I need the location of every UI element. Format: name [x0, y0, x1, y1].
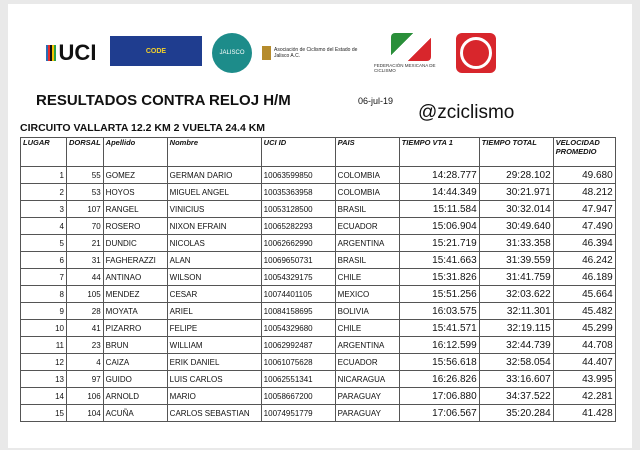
cell-nombre: NIXON EFRAIN [167, 218, 261, 235]
table-row [21, 337, 616, 354]
event-date: 06-jul-19 [358, 96, 394, 106]
cell-tiempo-vta1: 17:06.880 [399, 388, 479, 405]
results-sheet [8, 4, 632, 448]
cell-dorsal: 97 [67, 371, 104, 388]
cell-tiempo-total: 30:49.640 [479, 218, 553, 235]
cell-dorsal: 107 [67, 201, 104, 218]
cell-uci-id: 10054329175 [261, 269, 335, 286]
table-row [21, 303, 616, 320]
cell-velocidad: 47.947 [553, 201, 615, 218]
cell-lugar: 10 [21, 320, 67, 337]
cell-velocidad: 48.212 [553, 184, 615, 201]
cell-uci-id: 10054329680 [261, 320, 335, 337]
table-row [21, 320, 616, 337]
cell-uci-id: 10074951779 [261, 405, 335, 422]
cell-tiempo-total: 32:03.622 [479, 286, 553, 303]
cell-dorsal: 106 [67, 388, 104, 405]
cell-tiempo-total: 32:58.054 [479, 354, 553, 371]
table-row [21, 201, 616, 218]
cell-pais: ECUADOR [335, 218, 399, 235]
cell-tiempo-vta1: 15:31.826 [399, 269, 479, 286]
cell-dorsal: 70 [67, 218, 104, 235]
cell-uci-id: 10063599850 [261, 167, 335, 184]
cell-tiempo-vta1: 15:51.256 [399, 286, 479, 303]
cell-velocidad: 44.708 [553, 337, 615, 354]
cell-lugar: 9 [21, 303, 67, 320]
cell-nombre: MIGUEL ANGEL [167, 184, 261, 201]
cell-tiempo-total: 34:37.522 [479, 388, 553, 405]
cell-lugar: 3 [21, 201, 67, 218]
col-header: VELOCIDAD PROMEDIO [553, 138, 615, 167]
cell-tiempo-vta1: 15:06.904 [399, 218, 479, 235]
cell-tiempo-total: 31:33.358 [479, 235, 553, 252]
cell-apellido: DUNDIC [103, 235, 167, 252]
cell-lugar: 12 [21, 354, 67, 371]
cell-velocidad: 47.490 [553, 218, 615, 235]
cell-tiempo-vta1: 15:41.663 [399, 252, 479, 269]
cell-tiempo-vta1: 15:41.571 [399, 320, 479, 337]
cell-velocidad: 45.664 [553, 286, 615, 303]
fmc-emblem-icon [391, 33, 431, 61]
cell-uci-id: 10058667200 [261, 388, 335, 405]
cell-nombre: FELIPE [167, 320, 261, 337]
cell-tiempo-total: 33:16.607 [479, 371, 553, 388]
cell-nombre: WILSON [167, 269, 261, 286]
cell-lugar: 7 [21, 269, 67, 286]
cell-nombre: GERMAN DARIO [167, 167, 261, 184]
cell-velocidad: 45.482 [553, 303, 615, 320]
cell-nombre: CESAR [167, 286, 261, 303]
cell-apellido: ARNOLD [103, 388, 167, 405]
code-logo: CODE [110, 36, 202, 66]
cell-tiempo-vta1: 16:03.575 [399, 303, 479, 320]
cell-uci-id: 10069650731 [261, 252, 335, 269]
cell-lugar: 15 [21, 405, 67, 422]
cell-dorsal: 21 [67, 235, 104, 252]
table-row [21, 252, 616, 269]
header-row [21, 138, 616, 167]
cell-pais: ARGENTINA [335, 337, 399, 354]
cell-pais: COLOMBIA [335, 167, 399, 184]
cell-lugar: 6 [21, 252, 67, 269]
cell-nombre: ERIK DANIEL [167, 354, 261, 371]
cell-tiempo-vta1: 14:44.349 [399, 184, 479, 201]
cell-dorsal: 28 [67, 303, 104, 320]
cell-uci-id: 10065282293 [261, 218, 335, 235]
table-row [21, 354, 616, 371]
cell-dorsal: 53 [67, 184, 104, 201]
shield-icon [262, 46, 271, 60]
cell-velocidad: 46.242 [553, 252, 615, 269]
cell-apellido: GOMEZ [103, 167, 167, 184]
cell-dorsal: 44 [67, 269, 104, 286]
cell-tiempo-total: 31:39.559 [479, 252, 553, 269]
table-row [21, 371, 616, 388]
cell-apellido: MENDEZ [103, 286, 167, 303]
cell-lugar: 2 [21, 184, 67, 201]
cell-nombre: CARLOS SEBASTIAN [167, 405, 261, 422]
table-row [21, 405, 616, 422]
cell-uci-id: 10062662990 [261, 235, 335, 252]
circuit-subtitle: CIRCUITO VALLARTA 12.2 KM 2 VUELTA 24.4 KM [20, 122, 266, 134]
cell-uci-id: 10062551341 [261, 371, 335, 388]
cell-apellido: RANGEL [103, 201, 167, 218]
cell-tiempo-total: 31:41.759 [479, 269, 553, 286]
uci-logo: UCI [36, 30, 106, 76]
cell-uci-id: 10061075628 [261, 354, 335, 371]
col-header: UCI ID [261, 138, 335, 167]
cell-pais: PARAGUAY [335, 388, 399, 405]
cell-apellido: FAGHERAZZI [103, 252, 167, 269]
cell-tiempo-vta1: 16:26.826 [399, 371, 479, 388]
cell-pais: BOLIVIA [335, 303, 399, 320]
cell-pais: ECUADOR [335, 354, 399, 371]
cell-dorsal: 55 [67, 167, 104, 184]
sponsor-logos [36, 30, 556, 78]
cell-velocidad: 45.299 [553, 320, 615, 337]
cell-tiempo-vta1: 15:21.719 [399, 235, 479, 252]
cell-tiempo-vta1: 17:06.567 [399, 405, 479, 422]
col-header: TIEMPO TOTAL [479, 138, 553, 167]
cell-dorsal: 31 [67, 252, 104, 269]
cell-dorsal: 105 [67, 286, 104, 303]
cell-nombre: ALAN [167, 252, 261, 269]
cell-pais: COLOMBIA [335, 184, 399, 201]
cell-pais: BRASIL [335, 252, 399, 269]
col-header: Nombre [167, 138, 261, 167]
page-title: RESULTADOS CONTRA RELOJ H/M [36, 92, 291, 109]
cell-apellido: ACUÑA [103, 405, 167, 422]
cell-velocidad: 44.407 [553, 354, 615, 371]
cell-tiempo-total: 30:21.971 [479, 184, 553, 201]
cell-nombre: NICOLAS [167, 235, 261, 252]
cell-velocidad: 49.680 [553, 167, 615, 184]
fmc-logo: FEDERACIÓN MEXICANA DE CICLISMO [374, 30, 448, 76]
table-row [21, 218, 616, 235]
cell-tiempo-vta1: 14:28.777 [399, 167, 479, 184]
cell-dorsal: 41 [67, 320, 104, 337]
table-row [21, 388, 616, 405]
cell-tiempo-vta1: 16:12.599 [399, 337, 479, 354]
cycling-emblem-logo [456, 33, 496, 73]
social-handle: @zciclismo [418, 102, 515, 123]
cell-tiempo-total: 35:20.284 [479, 405, 553, 422]
cell-tiempo-total: 32:11.301 [479, 303, 553, 320]
col-header: TIEMPO VTA 1 [399, 138, 479, 167]
cell-pais: NICARAGUA [335, 371, 399, 388]
cell-lugar: 11 [21, 337, 67, 354]
cell-tiempo-total: 32:19.115 [479, 320, 553, 337]
table-row [21, 286, 616, 303]
cell-lugar: 13 [21, 371, 67, 388]
cell-velocidad: 41.428 [553, 405, 615, 422]
cell-nombre: ARIEL [167, 303, 261, 320]
cell-pais: CHILE [335, 269, 399, 286]
cell-nombre: VINICIUS [167, 201, 261, 218]
cell-lugar: 8 [21, 286, 67, 303]
cell-pais: BRASIL [335, 201, 399, 218]
table-row [21, 167, 616, 184]
col-header: PAIS [335, 138, 399, 167]
cell-velocidad: 42.281 [553, 388, 615, 405]
cell-pais: PARAGUAY [335, 405, 399, 422]
cell-uci-id: 10074401105 [261, 286, 335, 303]
cell-apellido: GUIDO [103, 371, 167, 388]
cell-apellido: ANTINAO [103, 269, 167, 286]
cell-tiempo-vta1: 15:56.618 [399, 354, 479, 371]
cell-lugar: 14 [21, 388, 67, 405]
cell-apellido: MOYATA [103, 303, 167, 320]
cell-uci-id: 10062992487 [261, 337, 335, 354]
asociacion-logo: Asociación de Ciclismo del Estado de Jalisco A.C. [262, 30, 370, 76]
cell-tiempo-vta1: 15:11.584 [399, 201, 479, 218]
cell-velocidad: 43.995 [553, 371, 615, 388]
table-row [21, 269, 616, 286]
results-table [20, 137, 616, 422]
cell-pais: MEXICO [335, 286, 399, 303]
cell-dorsal: 4 [67, 354, 104, 371]
cell-nombre: LUIS CARLOS [167, 371, 261, 388]
cell-lugar: 1 [21, 167, 67, 184]
wheel-icon [460, 37, 492, 69]
cell-nombre: WILLIAM [167, 337, 261, 354]
cell-tiempo-total: 32:44.739 [479, 337, 553, 354]
cell-apellido: ROSERO [103, 218, 167, 235]
cell-apellido: CAIZA [103, 354, 167, 371]
cell-uci-id: 10084158695 [261, 303, 335, 320]
jalisco-logo: JALISCO [212, 33, 252, 73]
cell-apellido: BRUN [103, 337, 167, 354]
col-header: LUGAR [21, 138, 67, 167]
table-row [21, 235, 616, 252]
cell-tiempo-total: 30:32.014 [479, 201, 553, 218]
cell-lugar: 4 [21, 218, 67, 235]
cell-pais: CHILE [335, 320, 399, 337]
cell-apellido: PIZARRO [103, 320, 167, 337]
col-header: DORSAL [67, 138, 104, 167]
cell-pais: ARGENTINA [335, 235, 399, 252]
cell-nombre: MARIO [167, 388, 261, 405]
cell-uci-id: 10053128500 [261, 201, 335, 218]
cell-dorsal: 23 [67, 337, 104, 354]
cell-tiempo-total: 29:28.102 [479, 167, 553, 184]
cell-uci-id: 10035363958 [261, 184, 335, 201]
cell-apellido: HOYOS [103, 184, 167, 201]
cell-velocidad: 46.189 [553, 269, 615, 286]
col-header: Apellido [103, 138, 167, 167]
table-row [21, 184, 616, 201]
cell-velocidad: 46.394 [553, 235, 615, 252]
cell-dorsal: 104 [67, 405, 104, 422]
cell-lugar: 5 [21, 235, 67, 252]
